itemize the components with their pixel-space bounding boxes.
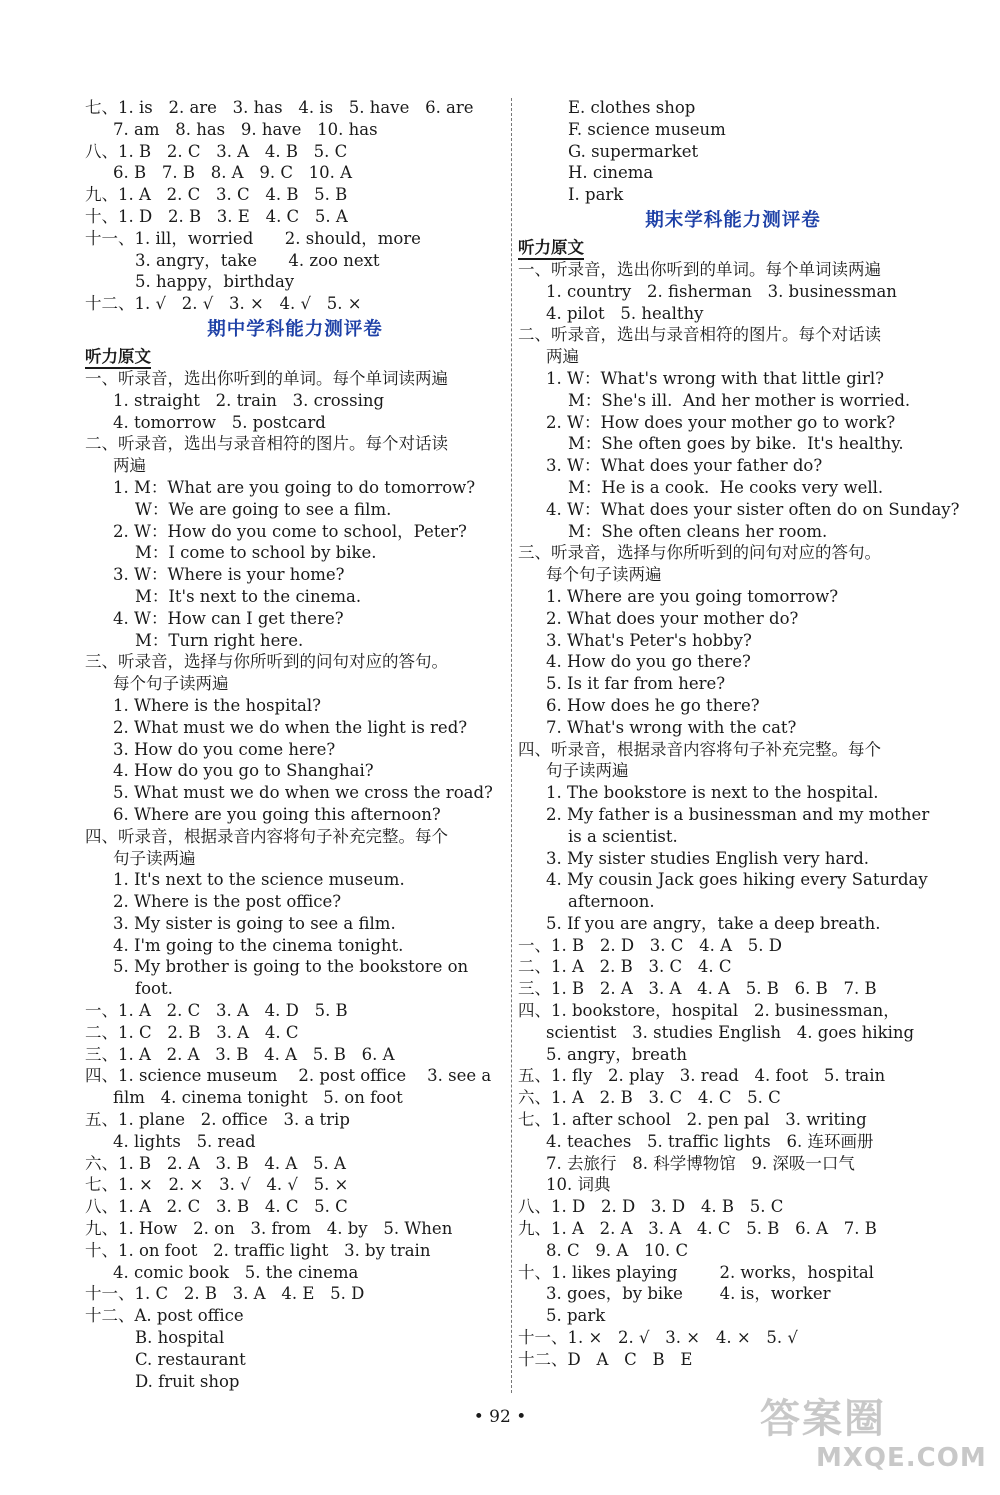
right-text-line: M：She often goes by bike. It's healthy. xyxy=(568,434,904,454)
right-subheading xyxy=(518,236,948,259)
left-text-line: 二、1. C 2. B 3. A 4. C xyxy=(85,1022,299,1042)
left-text-line: 九、1. How 2. on 3. from 4. by 5. When xyxy=(85,1219,453,1239)
left-text-line: 十二、A. post office xyxy=(85,1306,244,1326)
left-subheading-text: 听力原文 xyxy=(85,347,151,369)
left-column xyxy=(85,97,505,1392)
watermark-logo xyxy=(760,1395,988,1487)
right-text-line: 3. What's Peter's hobby? xyxy=(546,630,752,650)
left-text-line: 七、1. is 2. are 3. has 4. is 5. have 6. are xyxy=(85,98,474,117)
left-text-line: 十一、1. ill，worried 2. should，more xyxy=(85,228,421,248)
right-text-line: 四、1. bookstore，hospital 2. businessman， xyxy=(518,1001,900,1021)
left-text-line: 1. straight 2. train 3. crossing xyxy=(113,390,385,410)
left-text-line: film 4. cinema tonight 5. on foot xyxy=(113,1088,403,1108)
left-text-line: M：I come to school by bike. xyxy=(135,543,377,563)
right-text-line: F. science museum xyxy=(568,119,726,139)
right-text-line: 1. country 2. fisherman 3. businessman xyxy=(546,281,897,301)
left-text-line: 3. My sister is going to see a film. xyxy=(113,913,396,933)
right-text-line: 二、听录音，选出与录音相符的图片。每个对话读 xyxy=(518,325,881,345)
right-text-line: 1. Where are you going tomorrow? xyxy=(546,586,839,606)
left-text-line: W：We are going to see a film. xyxy=(135,499,392,519)
left-text-line: 4. comic book 5. the cinema xyxy=(113,1262,359,1282)
left-text-line: D. fruit shop xyxy=(135,1371,240,1391)
left-text-line: 2. W：How do you come to school，Peter? xyxy=(113,521,467,541)
watermark-cn-text: 答案圈 xyxy=(760,1396,886,1442)
right-text-line: 5. Is it far from here? xyxy=(546,674,726,694)
right-section-heading: 期末学科能力测评卷 xyxy=(645,209,821,231)
left-text-line: 九、1. A 2. C 3. C 4. B 5. B xyxy=(85,185,348,205)
left-text-line: 十一、1. C 2. B 3. A 4. E 5. D xyxy=(85,1284,365,1304)
right-text-line: 1. W：What's wrong with that little girl? xyxy=(546,368,884,388)
left-text-line: M：Turn right here. xyxy=(135,630,304,650)
right-text-line: 4. My cousin Jack goes hiking every Saturday xyxy=(546,870,928,890)
right-subheading-text: 听力原文 xyxy=(518,238,584,260)
right-text-line: afternoon. xyxy=(568,892,655,912)
left-text-line: 两遍 xyxy=(113,456,146,476)
left-text-line: 每个句子读两遍 xyxy=(113,674,229,694)
left-text-line: 四、1. science museum 2. post office 3. see a xyxy=(85,1066,492,1086)
left-text-line: 7. am 8. has 9. have 10. has xyxy=(113,119,378,139)
left-text-line: foot. xyxy=(135,979,173,999)
left-subheading xyxy=(85,345,505,368)
right-text-line: M：She's ill. And her mother is worried. xyxy=(568,390,911,410)
right-text-line: 2. My father is a businessman and my mother xyxy=(546,804,930,824)
right-text-line: 二、1. A 2. B 3. C 4. C xyxy=(518,957,732,977)
left-text-line: 八、1. A 2. C 3. B 4. C 5. C xyxy=(85,1197,348,1217)
right-text-line: M：She often cleans her room. xyxy=(568,521,828,541)
left-text-line: 1. M：What are you going to do tomorrow? xyxy=(113,477,476,497)
left-text-line: 十、1. D 2. B 3. E 4. C 5. A xyxy=(85,206,348,226)
right-text-line: 十、1. likes playing 2. works，hospital xyxy=(518,1262,874,1282)
left-section-heading: 期中学科能力测评卷 xyxy=(207,318,383,340)
left-text-line: 六、1. B 2. A 3. B 4. A 5. A xyxy=(85,1153,346,1173)
right-text-line: 八、1. D 2. D 3. D 4. B 5. C xyxy=(518,1197,784,1217)
column-divider xyxy=(511,98,512,1393)
left-text-line: 四、听录音，根据录音内容将句子补充完整。每个 xyxy=(85,826,448,846)
right-text-line: E. clothes shop xyxy=(568,98,696,117)
left-text-line: 4. tomorrow 5. postcard xyxy=(113,412,326,432)
right-text-line: 2. What does your mother do? xyxy=(546,608,799,628)
right-text-line: 5. If you are angry，take a deep breath. xyxy=(546,913,881,933)
left-text-line: 十二、1. √ 2. √ 3. × 4. √ 5. × xyxy=(85,294,362,314)
right-text-line: 句子读两遍 xyxy=(546,761,629,781)
left-text-line: 3. angry，take 4. zoo next xyxy=(135,250,380,270)
right-text-line: H. cinema xyxy=(568,163,654,183)
left-text-line: 七、1. × 2. × 3. √ 4. √ 5. × xyxy=(85,1175,349,1195)
left-text-line: 4. lights 5. read xyxy=(113,1131,256,1151)
left-text-line: B. hospital xyxy=(135,1328,225,1348)
right-text-line: 8. C 9. A 10. C xyxy=(546,1240,689,1260)
right-text-line: 4. How do you go there? xyxy=(546,652,751,672)
right-text-line: G. supermarket xyxy=(568,141,699,161)
right-text-line: 2. W：How does your mother go to work? xyxy=(546,412,896,432)
watermark-en-text: MXQE.COM xyxy=(816,1443,987,1473)
left-text-line: 2. What must we do when the light is red? xyxy=(113,717,468,737)
left-text-line: 一、1. A 2. C 3. A 4. D 5. B xyxy=(85,1001,348,1021)
right-text-line: 六、1. A 2. B 3. C 4. C 5. C xyxy=(518,1088,781,1108)
left-text-line: 一、听录音，选出你听到的单词。每个单词读两遍 xyxy=(85,368,448,388)
right-text-line: 四、听录音，根据录音内容将句子补充完整。每个 xyxy=(518,739,881,759)
right-text-line: 7. What's wrong with the cat? xyxy=(546,717,797,737)
left-text-line: 6. Where are you going this afternoon? xyxy=(113,804,441,824)
left-text-line: 3. How do you come here? xyxy=(113,739,336,759)
left-text-line: 十、1. on foot 2. traffic light 3. by train xyxy=(85,1240,431,1260)
left-text-line: 4. I'm going to the cinema tonight. xyxy=(113,935,404,955)
left-text-line: 五、1. plane 2. office 3. a trip xyxy=(85,1110,350,1130)
right-text-line: 九、1. A 2. A 3. A 4. C 5. B 6. A 7. B xyxy=(518,1219,877,1239)
left-text-line: 2. Where is the post office? xyxy=(113,892,342,912)
right-text-line: 3. W：What does your father do? xyxy=(546,456,823,476)
left-text-line: 5. What must we do when we cross the road? xyxy=(113,783,493,803)
right-text-line: 两遍 xyxy=(546,347,579,367)
right-text-line: 3. My sister studies English very hard. xyxy=(546,848,870,868)
right-text-line: 4. teaches 5. traffic lights 6. 连环画册 xyxy=(546,1131,874,1151)
left-text-line: C. restaurant xyxy=(135,1349,246,1369)
right-text-line: 十二、D A C B E xyxy=(518,1349,693,1369)
right-text-line: 7. 去旅行 8. 科学博物馆 9. 深吸一口气 xyxy=(546,1153,855,1173)
left-text-line: 6. B 7. B 8. A 9. C 10. A xyxy=(113,163,353,183)
page-number: • 92 • xyxy=(473,1407,527,1427)
left-text-line: M：It's next to the cinema. xyxy=(135,586,362,606)
right-text-line: 10. 词典 xyxy=(546,1175,611,1195)
left-text-line: 句子读两遍 xyxy=(113,848,196,868)
right-text-line: 6. How does he go there? xyxy=(546,695,760,715)
left-text-line: 3. W：Where is your home? xyxy=(113,565,345,585)
right-text-line: 七、1. after school 2. pen pal 3. writing xyxy=(518,1110,867,1130)
right-text-line: 3. goes，by bike 4. is，worker xyxy=(546,1284,831,1304)
right-text-line: 一、1. B 2. D 3. C 4. A 5. D xyxy=(518,935,782,955)
right-text-line: 三、听录音，选择与你所听到的问句对应的答句。 xyxy=(518,543,881,563)
right-text-line: 五、1. fly 2. play 3. read 4. foot 5. train xyxy=(518,1066,886,1086)
right-text-line: 1. The bookstore is next to the hospital. xyxy=(546,783,879,803)
left-text-line: 二、听录音，选出与录音相符的图片。每个对话读 xyxy=(85,434,448,454)
right-text-line: scientist 3. studies English 4. goes hiking xyxy=(546,1022,915,1042)
right-text-line: I. park xyxy=(568,185,624,205)
left-text-line: 三、1. A 2. A 3. B 4. A 5. B 6. A xyxy=(85,1044,395,1064)
right-text-line: 4. pilot 5. healthy xyxy=(546,303,704,323)
right-text-line: 5. angry，breath xyxy=(546,1044,688,1064)
right-text-line: 每个句子读两遍 xyxy=(546,565,662,585)
right-text-line: is a scientist. xyxy=(568,826,678,846)
right-text-line: 5. park xyxy=(546,1306,606,1326)
right-column xyxy=(518,97,960,1371)
left-text-line: 八、1. B 2. C 3. A 4. B 5. C xyxy=(85,141,348,161)
left-text-line: 4. W：How can I get there? xyxy=(113,608,344,628)
left-text-line: 1. It's next to the science museum. xyxy=(113,870,405,890)
right-text-line: 4. W：What does your sister often do on Sunday? xyxy=(546,499,960,519)
left-text-line: 三、听录音，选择与你所听到的问句对应的答句。 xyxy=(85,652,448,672)
left-text-line: 5. happy，birthday xyxy=(135,272,295,292)
right-text-line: 一、听录音，选出你听到的单词。每个单词读两遍 xyxy=(518,259,881,279)
left-text-line: 5. My brother is going to the bookstore on xyxy=(113,957,469,977)
right-text-line: M：He is a cook. He cooks very well. xyxy=(568,477,884,497)
right-text-line: 十一、1. × 2. √ 3. × 4. × 5. √ xyxy=(518,1328,798,1348)
left-text-line: 4. How do you go to Shanghai? xyxy=(113,761,374,781)
right-text-line: 三、1. B 2. A 3. A 4. A 5. B 6. B 7. B xyxy=(518,979,877,999)
left-text-line: 1. Where is the hospital? xyxy=(113,695,321,715)
